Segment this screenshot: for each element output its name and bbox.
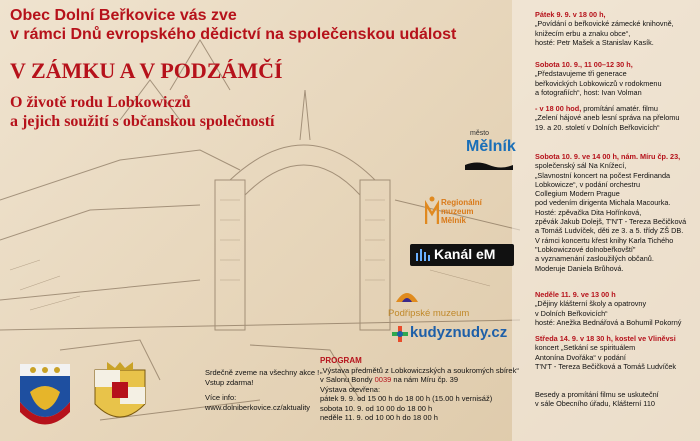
event-heading: - v 18 00 hod, <box>535 104 582 113</box>
event-line: Antonína Dvořáka“ v podání <box>535 352 626 362</box>
event-subtitle-1: O životě rodu Lobkowiczů <box>10 94 191 111</box>
organizer-line-2: v rámci Dnů evropského dědictví na společenskou událost <box>10 26 457 43</box>
program-heading: PROGRAM <box>320 356 362 365</box>
melnik-small-text: město <box>470 130 490 137</box>
event-heading: Sobota 10. 9. ve 14 00 h, nám. Míru čp. 23, <box>535 152 681 161</box>
venue-note <box>535 390 659 409</box>
event-line: T'N'T - Tereza Bečičková a Tomáš Ludvíček <box>535 361 677 371</box>
event-line: knižecím erbu a znaku obce“, <box>535 28 631 38</box>
event-saturday-concert <box>535 152 686 273</box>
coats-of-arms <box>15 362 155 432</box>
melnik-city-logo <box>460 130 520 180</box>
event-line: „Povídání o beřkovické zámecké knihovně, <box>535 19 674 29</box>
event-line: „Zelení hájové aneb lesní správa na přelomu <box>535 113 680 123</box>
event-line: Moderuje Daniela Brůhová. <box>535 263 624 273</box>
organizer-line: Obec Dolní Beřkovice vás zve <box>10 7 237 24</box>
event-line: „Dějiny klášterní školy a opatrovny <box>535 299 647 309</box>
event-line: hosté: Petr Mašek a Stanislav Kasík. <box>535 37 654 47</box>
event-line: V rámci koncertu křest knihy Karla Tichého <box>535 235 674 245</box>
mountain-icon <box>396 284 418 304</box>
event-sunday <box>535 290 681 327</box>
event-line: zpěvák Jakub Dolejš, T'N'T - Tereza Bečičková <box>535 217 687 227</box>
museum-line: muzeum <box>441 207 474 216</box>
event-friday <box>535 10 674 47</box>
kudyznudy-logo <box>392 322 517 348</box>
event-line: promítání amatér. filmu <box>583 104 658 113</box>
event-line: Hosté: zpěvačka Dita Hořínková, <box>535 207 642 217</box>
event-line: Besedy a promítání filmu se uskuteční <box>535 390 659 399</box>
event-line: Lobkowicze“, v podání orchestru <box>535 179 641 189</box>
event-title: V ZÁMKU A V PODZÁMČÍ <box>10 58 283 83</box>
podripske-text: Podřipské muzeum <box>388 308 470 319</box>
museum-line: Regionální <box>441 198 482 207</box>
event-line: 19. a 20. století v Dolních Beřkovicích“ <box>535 122 660 132</box>
kanal-em-logo <box>410 244 514 266</box>
event-line: a Tomáš Ludvíček, děti ze 3. a 5. třídy ZŠ DB. <box>535 226 684 236</box>
program-highlight: 0039 <box>374 375 392 384</box>
event-line: „Představujeme tři generace <box>535 69 627 79</box>
event-line: v sále Obecního úřadu, Klášterní 110 <box>535 399 655 409</box>
program-line: neděle 11. 9. od 10 00 h do 18 00 h <box>320 413 438 422</box>
event-line: a vyznamenání zasloužilých občanů. <box>535 254 654 264</box>
kanal-text: Kanál eM <box>434 246 496 262</box>
more-info-label: Více info: <box>205 393 237 402</box>
event-line: pod vedením dirigenta Michala Macourka. <box>535 198 671 208</box>
event-line: beřkovických Lobkowiczů v rodokmenu <box>535 78 662 88</box>
invitation-block <box>205 368 319 412</box>
museum-m-icon <box>425 196 439 226</box>
village-crest-icon <box>20 364 70 425</box>
exhibition-program <box>320 356 519 423</box>
event-heading: Sobota 10. 9., 11 00–12 30 h, <box>535 60 633 69</box>
melnik-big-text: Mělník <box>466 138 516 155</box>
event-line: v Dolních Beřkovicích“ <box>535 308 608 318</box>
website-link[interactable]: www.dolniberkovice.cz/aktuality <box>205 402 311 412</box>
event-wednesday <box>535 334 676 371</box>
invite-line: Srdečně zveme na všechny akce ! <box>205 368 320 377</box>
kudyznudy-text: kudyznudy.cz <box>410 324 508 341</box>
audio-bars-icon <box>416 249 430 261</box>
event-line: „Slavnostní koncert na počest Ferdinanda <box>535 170 671 180</box>
event-line: "Lobkowiczové dolnobeřkovští" <box>535 244 636 254</box>
event-line: hosté: Anežka Bednářová a Bohumil Pokorný <box>535 317 682 327</box>
event-line: a fotografiích“, host: Ivan Volman <box>535 87 642 97</box>
event-subtitle-2: a jejich soužití s občanskou společností <box>10 113 275 130</box>
event-line: Collegium Modern Prague <box>535 189 620 199</box>
star-icon <box>392 326 408 342</box>
event-line: koncert „Setkání se spirituálem <box>535 343 636 353</box>
invite-line-2: Vstup zdarma! <box>205 377 254 387</box>
program-line: „Výstava předmětů z Lobkowiczských a soukromých sbírek“ <box>320 365 519 375</box>
regional-museum-logo <box>425 194 515 236</box>
program-line: Výstava otevřena: <box>320 384 381 394</box>
wave-icon <box>465 160 513 170</box>
event-heading: Pátek 9. 9. v 18 00 h, <box>535 10 606 19</box>
event-heading: Neděle 11. 9. ve 13 00 h <box>535 290 616 299</box>
event-saturday-morning <box>535 60 662 97</box>
program-line: pátek 9. 9. od 15 00 h do 18 00 h (15.00 h vernisáž) <box>320 394 493 403</box>
museum-line: Mělník <box>441 216 466 225</box>
event-heading: Středa 14. 9. v 18 30 h, kostel ve Vliněvsi <box>535 334 676 343</box>
lobkowicz-crest-icon <box>95 362 145 417</box>
podripske-muzeum-logo <box>388 284 518 320</box>
event-saturday-film <box>535 104 679 132</box>
program-line: v Salonu Bondy 0039 na nám Míru čp. 39 <box>320 375 459 384</box>
program-line: sobota 10. 9. od 10 00 do 18 00 h <box>320 403 433 413</box>
event-line: společenský sál Na Knížecí, <box>535 161 627 171</box>
